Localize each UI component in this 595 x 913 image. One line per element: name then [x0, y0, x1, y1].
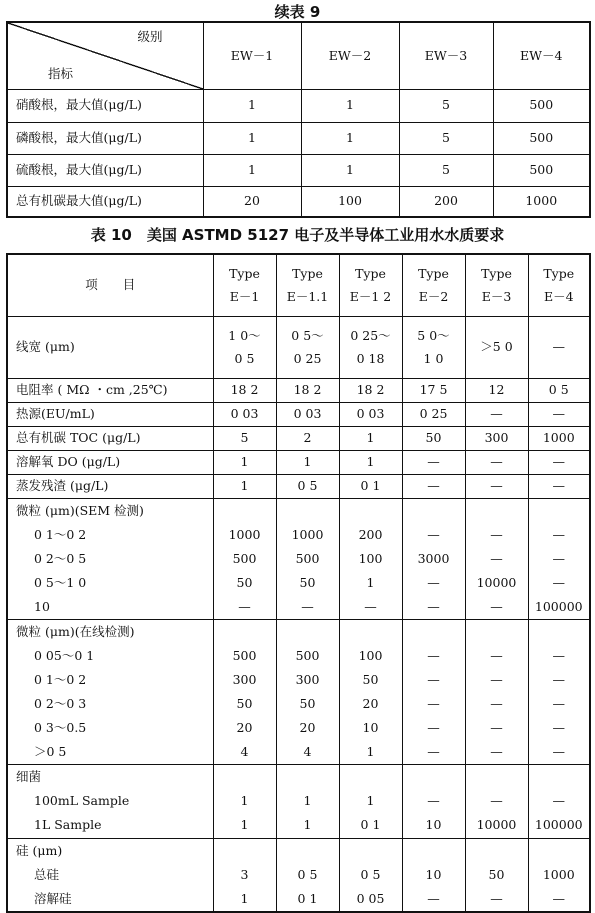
table10-cell: —: [552, 647, 565, 663]
table10-cell: —: [552, 695, 565, 711]
table10-cell: 1: [366, 574, 375, 590]
table9-cell: 200: [399, 186, 493, 217]
table10-group-title: 细菌: [16, 768, 42, 784]
table10-group-label-cell: [7, 498, 213, 619]
cell-line: 0 25: [293, 351, 322, 366]
table10-cell: —: [427, 792, 440, 808]
table10-group-column-cell: [276, 498, 339, 619]
table10-cell: —: [427, 647, 440, 663]
cell-line: E－1.1: [286, 289, 329, 305]
table10-cell: 0 5: [297, 866, 318, 882]
table10-cell: —: [552, 719, 565, 735]
table9-cell: 500: [493, 122, 590, 154]
table9-level-header: EW－2: [301, 22, 399, 89]
table10-cell: 1: [240, 890, 249, 906]
table10-cell: 0 5: [528, 378, 590, 402]
table10-row-label: 总有机碳 TOC (μg/L): [7, 426, 213, 450]
table10-cell: [276, 316, 339, 378]
table10-row: [7, 402, 590, 426]
table10-cell: —: [490, 743, 503, 759]
table10-cell: 50: [299, 695, 316, 711]
table9-corner-level: 级别: [137, 29, 163, 44]
table9-corner-indicator: 指标: [48, 66, 74, 82]
table10-subrow-label: 0 5～1 0: [34, 574, 87, 590]
table10-type-header: [465, 254, 528, 316]
table10-cell: 0 25: [402, 402, 465, 426]
table10-type-header: [213, 254, 276, 316]
table10-row-label: 蒸发残渣 (μg/L): [7, 474, 213, 498]
table10-cell: —: [552, 550, 565, 566]
table10-cell: —: [427, 526, 440, 542]
table10-cell: —: [490, 647, 503, 663]
table10-group-title: 微粒 (μm)(在线检测): [16, 623, 135, 639]
table10-type-header: [402, 254, 465, 316]
table10-cell: 3: [240, 866, 249, 882]
table10-cell: —: [465, 402, 528, 426]
table10-cell: 10: [425, 816, 442, 832]
table10-subrow-label: 0 2～0 3: [34, 695, 87, 711]
table9-row-label: 硫酸根，最大值(μg/L): [7, 154, 203, 186]
table10-group-column-cell: [339, 764, 402, 838]
table9-cell: 1: [203, 154, 301, 186]
table9-header-row: [7, 22, 590, 89]
table10-cell: —: [465, 474, 528, 498]
table10-group-column-cell: [465, 619, 528, 764]
table10-group-column-cell: [339, 619, 402, 764]
table10-cell: [402, 316, 465, 378]
table10-group-title: 硅 (μm): [16, 842, 63, 858]
table10-cell: [339, 316, 402, 378]
table10-cell: 0 05: [356, 890, 385, 906]
table10-cell: 2: [276, 426, 339, 450]
table10-cell: 50: [236, 695, 253, 711]
table10-group-column-cell: [402, 619, 465, 764]
table10-cell: 10: [362, 719, 379, 735]
table10-cell: 300: [232, 671, 257, 687]
table10-header-row: [7, 254, 590, 316]
table9-row-label: 硝酸根，最大值(μg/L): [7, 89, 203, 122]
cell-line: Type: [355, 266, 386, 282]
table9-cell: 1: [203, 89, 301, 122]
table9-cell: 100: [301, 186, 399, 217]
table10-subrow-label: 1L Sample: [34, 816, 102, 832]
table10-group-column-cell: [465, 764, 528, 838]
table10-cell: 100: [358, 647, 383, 663]
table10-cell: —: [490, 792, 503, 808]
table10-cell: 50: [299, 574, 316, 590]
cell-line: Type: [543, 266, 575, 282]
table10-cell: 0 1: [297, 890, 318, 906]
table10-group-column-cell: [528, 838, 590, 912]
table9-row: [7, 154, 590, 186]
table10-group-column-cell: [528, 619, 590, 764]
table10-cell: —: [528, 474, 590, 498]
table10-cell: —: [427, 695, 440, 711]
table10-row: [7, 378, 590, 402]
table10-group-column-cell: [528, 764, 590, 838]
table10-cell: —: [364, 598, 377, 614]
table10-subrow-label: 0 05～0 1: [34, 647, 95, 663]
table10-cell: 1: [276, 450, 339, 474]
table9-cell: 20: [203, 186, 301, 217]
cell-line: Type: [292, 266, 323, 282]
table9-level-header: EW－3: [399, 22, 493, 89]
table10-subrow-label: 100mL Sample: [34, 792, 130, 808]
table10-group-label-cell: [7, 764, 213, 838]
table10-row-label: 溶解氧 DO (μg/L): [7, 450, 213, 474]
table10-type-header: [276, 254, 339, 316]
table10-row-label: 热源(EU/mL): [7, 402, 213, 426]
cell-line: 1 0～: [228, 327, 261, 343]
table10-linewidth-row: [7, 316, 590, 378]
cell-line: 0 18: [356, 351, 385, 366]
table10-row: [7, 450, 590, 474]
table10-cell: 17 5: [402, 378, 465, 402]
table10-group-column-cell: [402, 764, 465, 838]
table10-row: [7, 474, 590, 498]
table10-cell: 1000: [542, 866, 575, 882]
table10-cell: —: [490, 719, 503, 735]
table10-cell: 4: [240, 743, 249, 759]
table10-cell: 10000: [476, 816, 517, 832]
table10-cell: ＞5 0: [465, 316, 528, 378]
table10-cell: —: [490, 671, 503, 687]
table10-subrow-label: 0 3～0.5: [34, 719, 87, 735]
table10-cell: —: [528, 316, 590, 378]
table10-cell: —: [552, 890, 565, 906]
table10-group-column-cell: [402, 838, 465, 912]
table10-cell: —: [427, 743, 440, 759]
table10-cell: 0 5: [276, 474, 339, 498]
cell-line: Type: [229, 266, 260, 282]
table10-cell: 1: [240, 792, 249, 808]
table10-cell: —: [427, 598, 440, 614]
table10-cell: —: [238, 598, 251, 614]
table9-row: [7, 89, 590, 122]
table10-row-label: 电阻率 ( MΩ ・cm ,25℃): [7, 378, 213, 402]
table10-cell: 1: [303, 816, 312, 832]
cell-line: E－1 2: [349, 289, 392, 305]
table10-cell: —: [402, 474, 465, 498]
table10-group-column-cell: [276, 764, 339, 838]
table10-cell: —: [402, 450, 465, 474]
table10-group-label-cell: [7, 838, 213, 912]
table9-row: [7, 186, 590, 217]
table10-cell: 500: [232, 550, 257, 566]
table10-group-column-cell: [528, 498, 590, 619]
table10-cell: 50: [236, 574, 253, 590]
table10-cell: —: [301, 598, 314, 614]
table10-group-column-cell: [465, 498, 528, 619]
table9-cell: 5: [399, 89, 493, 122]
table10-cell: 50: [488, 866, 505, 882]
table10-cell: 18 2: [213, 378, 276, 402]
table9-cell: 500: [493, 89, 590, 122]
table10-cell: 12: [465, 378, 528, 402]
table10: [6, 253, 591, 913]
table10-group-label-cell: [7, 619, 213, 764]
table10-cell: 1: [339, 450, 402, 474]
cell-line: Type: [481, 266, 512, 282]
table10-cell: 1: [213, 474, 276, 498]
table10-row-label: 线宽 (μm): [7, 316, 213, 378]
cell-line: Type: [418, 266, 449, 282]
table10-cell: —: [552, 671, 565, 687]
table10-cell: 500: [295, 647, 320, 663]
cell-line: 1 0: [423, 351, 444, 366]
table10-cell: 0 03: [339, 402, 402, 426]
table10-cell: —: [552, 526, 565, 542]
table9-corner-cell: [7, 22, 203, 89]
table10-cell: 0 1: [339, 474, 402, 498]
table10-cell: 5: [213, 426, 276, 450]
table10-cell: 1: [339, 426, 402, 450]
table10-cell: —: [427, 719, 440, 735]
table10-group-column-cell: [213, 619, 276, 764]
table10-subrow-label: 溶解硅: [34, 890, 72, 906]
table10-item-header: 项 目: [7, 254, 213, 316]
cell-line: 5 0～: [417, 327, 450, 343]
cell-line: 0 5～: [291, 327, 324, 343]
table10-cell: 0 03: [213, 402, 276, 426]
cell-line: 0 25～: [350, 327, 391, 343]
table10-cell: 1: [213, 450, 276, 474]
table10-cell: 4: [303, 743, 312, 759]
table9-row: [7, 122, 590, 154]
table9-row-label: 磷酸根，最大值(μg/L): [7, 122, 203, 154]
table10-cell: 20: [299, 719, 316, 735]
table10-cell: 10000: [476, 574, 517, 590]
table10-subrow-label: ＞0 5: [34, 743, 67, 759]
table10-cell: 300: [465, 426, 528, 450]
table10-cell: —: [528, 450, 590, 474]
table10-cell: 20: [236, 719, 253, 735]
table9-cell: 500: [493, 154, 590, 186]
table10-cell: 1000: [528, 426, 590, 450]
table10-type-header: [528, 254, 590, 316]
table10-cell: 1: [240, 816, 249, 832]
table10-cell: 20: [362, 695, 379, 711]
table10-group-column-cell: [276, 838, 339, 912]
cell-line: E－3: [481, 289, 512, 305]
cell-line: E－1: [229, 289, 260, 305]
table9-cell: 1: [301, 154, 399, 186]
cell-line: E－2: [418, 289, 449, 305]
table10-group-row: [7, 619, 590, 764]
table9-level-header: EW－1: [203, 22, 301, 89]
table10-group-column-cell: [213, 764, 276, 838]
table10-group-column-cell: [339, 838, 402, 912]
table10-row: [7, 426, 590, 450]
table10-cell: 100000: [534, 816, 583, 832]
table10-group-column-cell: [465, 838, 528, 912]
table10-group-column-cell: [213, 498, 276, 619]
table9-cell: 5: [399, 154, 493, 186]
table10-cell: —: [490, 890, 503, 906]
table10-subrow-label: 0 1～0 2: [34, 526, 87, 542]
table10-cell: 50: [362, 671, 379, 687]
table10-cell: 1: [366, 743, 375, 759]
table10-cell: —: [490, 550, 503, 566]
table10-cell: 0 5: [360, 866, 381, 882]
table10-cell: —: [427, 671, 440, 687]
table10-subrow-label: 总硅: [34, 866, 60, 882]
cell-line: E－4: [543, 289, 574, 305]
table10-cell: —: [528, 402, 590, 426]
table10-group-row: [7, 838, 590, 912]
table10-cell: 1: [366, 792, 375, 808]
table10-group-column-cell: [213, 838, 276, 912]
table10-cell: —: [552, 743, 565, 759]
table10-cell: —: [490, 695, 503, 711]
table10-type-header: [339, 254, 402, 316]
table10-cell: [213, 316, 276, 378]
table10-subrow-label: 0 2～0 5: [34, 550, 87, 566]
table10-cell: —: [552, 792, 565, 808]
table10-cell: 0 1: [360, 816, 381, 832]
table10-cell: 100000: [534, 598, 583, 614]
table10-cell: —: [427, 574, 440, 590]
table9-level-header: EW－4: [493, 22, 590, 89]
table10-group-column-cell: [276, 619, 339, 764]
table10-group-title: 微粒 (μm)(SEM 检测): [16, 502, 144, 518]
table10-group-row: [7, 498, 590, 619]
table10-cell: 3000: [417, 550, 450, 566]
table10-cell: 300: [295, 671, 320, 687]
table10-cell: 500: [295, 550, 320, 566]
table10-cell: —: [465, 450, 528, 474]
table10-cell: —: [490, 526, 503, 542]
table10-cell: —: [427, 890, 440, 906]
table10-cell: 1: [303, 792, 312, 808]
table9-cell: 5: [399, 122, 493, 154]
table10-cell: 500: [232, 647, 257, 663]
table10-group-column-cell: [339, 498, 402, 619]
table9: [6, 21, 591, 218]
table10-cell: 0 03: [276, 402, 339, 426]
table9-cell: 1000: [493, 186, 590, 217]
table10-cell: —: [490, 598, 503, 614]
table10-group-column-cell: [402, 498, 465, 619]
table10-cell: 18 2: [276, 378, 339, 402]
table10-group-row: [7, 764, 590, 838]
table10-cell: 100: [358, 550, 383, 566]
table9-cell: 1: [301, 122, 399, 154]
cell-line: 0 5: [234, 351, 255, 366]
table10-caption: 表 10 美国 ASTMD 5127 电子及半导体工业用水水质要求: [90, 226, 505, 244]
table10-cell: 50: [402, 426, 465, 450]
table9-cell: 1: [203, 122, 301, 154]
table9-cell: 1: [301, 89, 399, 122]
table10-cell: 10: [425, 866, 442, 882]
table9-row-label: 总有机碳最大值(μg/L): [7, 186, 203, 217]
table10-cell: 200: [358, 526, 383, 542]
table10-cell: 1000: [291, 526, 324, 542]
table10-cell: —: [552, 574, 565, 590]
table10-subrow-label: 10: [34, 598, 50, 614]
table10-subrow-label: 0 1～0 2: [34, 671, 87, 687]
table10-cell: 1000: [228, 526, 261, 542]
table9-caption: 续表 9: [274, 3, 321, 21]
table10-cell: 18 2: [339, 378, 402, 402]
